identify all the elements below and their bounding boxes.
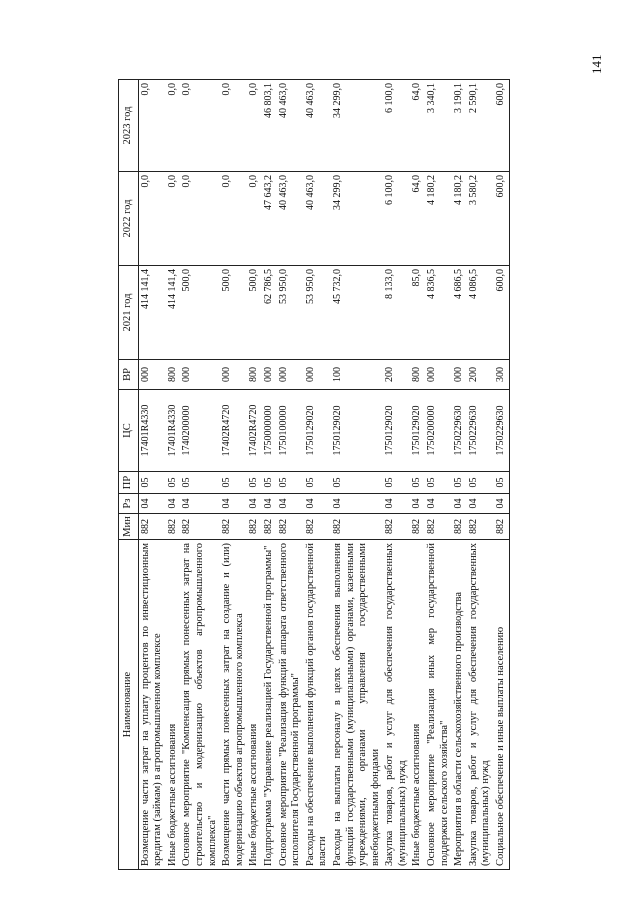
row-min: 882 — [247, 514, 262, 540]
row-name: Мероприятия в области сельскохозяйственного производства — [452, 540, 467, 870]
row-vr: 000 — [138, 360, 166, 390]
row-vr: 800 — [247, 360, 262, 390]
row-pr: 05 — [138, 472, 166, 494]
row-pr: 05 — [383, 472, 410, 494]
row-name: Социальное обеспечение и иные выплаты населению — [494, 540, 509, 870]
row-value-2021: 53 950,0 — [304, 266, 331, 360]
row-pr: 05 — [331, 472, 383, 494]
row-value-2022: 3 580,2 — [467, 172, 494, 266]
table-row — [410, 80, 425, 870]
row-cs: 1750129020 — [304, 390, 331, 472]
row-cs: 1750200000 — [425, 390, 452, 472]
table-row — [166, 80, 181, 870]
row-vr: 000 — [452, 360, 467, 390]
row-value-2022: 0,0 — [138, 172, 166, 266]
row-min: 882 — [452, 514, 467, 540]
row-vr: 000 — [262, 360, 277, 390]
row-value-2023: 600,0 — [494, 80, 509, 172]
row-min: 882 — [304, 514, 331, 540]
row-cs: 1750229630 — [452, 390, 467, 472]
table-row — [247, 80, 262, 870]
row-pr: 05 — [452, 472, 467, 494]
row-value-2021: 8 133,0 — [383, 266, 410, 360]
row-name: Возмещение части прямых понесенных затрат на создание и (или) модернизацию объектов агропромышленного комплекса — [220, 540, 247, 870]
row-min: 882 — [220, 514, 247, 540]
table-row — [180, 80, 220, 870]
row-name: Расходы на обеспечение выполнения функций органов государственной власти — [304, 540, 331, 870]
row-value-2021: 500,0 — [180, 266, 220, 360]
row-cs: 1750129020 — [383, 390, 410, 472]
row-vr: 000 — [425, 360, 452, 390]
row-value-2022: 47 643,2 — [262, 172, 277, 266]
row-vr: 300 — [494, 360, 509, 390]
table-header-row — [119, 80, 139, 870]
row-name: Возмещение части затрат на уплату процентов по инвестиционным кредитам (займам) в агропромышленном комплексе — [138, 540, 166, 870]
row-value-2023: 46 803,1 — [262, 80, 277, 172]
header-pr: ПР — [119, 472, 139, 494]
row-value-2023: 0,0 — [220, 80, 247, 172]
row-value-2022: 0,0 — [247, 172, 262, 266]
row-value-2021: 500,0 — [247, 266, 262, 360]
header-min: Мин — [119, 514, 139, 540]
row-vr: 000 — [277, 360, 304, 390]
row-min: 882 — [277, 514, 304, 540]
row-value-2021: 414 141,4 — [166, 266, 181, 360]
row-value-2023: 3 340,1 — [425, 80, 452, 172]
table-row — [383, 80, 410, 870]
row-rz: 04 — [304, 494, 331, 514]
row-rz: 04 — [410, 494, 425, 514]
row-min: 882 — [180, 514, 220, 540]
row-rz: 04 — [467, 494, 494, 514]
table-row — [425, 80, 452, 870]
row-value-2023: 34 299,0 — [331, 80, 383, 172]
row-pr: 05 — [262, 472, 277, 494]
row-pr: 05 — [277, 472, 304, 494]
row-rz: 04 — [180, 494, 220, 514]
row-pr: 05 — [247, 472, 262, 494]
row-vr: 200 — [383, 360, 410, 390]
table-row — [467, 80, 494, 870]
row-name: Закупка товаров, работ и услуг для обеспечения государственных (муниципальных) нужд — [383, 540, 410, 870]
row-name: Основное мероприятие "Реализация иных мер государственной поддержки сельского хозяйства" — [425, 540, 452, 870]
row-min: 882 — [262, 514, 277, 540]
row-value-2021: 414 141,4 — [138, 266, 166, 360]
row-value-2022: 40 463,0 — [277, 172, 304, 266]
row-pr: 05 — [304, 472, 331, 494]
row-cs: 1750229630 — [494, 390, 509, 472]
row-pr: 05 — [410, 472, 425, 494]
table-body — [138, 80, 509, 870]
row-cs: 1740200000 — [180, 390, 220, 472]
row-value-2021: 85,0 — [410, 266, 425, 360]
row-value-2022: 0,0 — [166, 172, 181, 266]
row-rz: 04 — [331, 494, 383, 514]
row-vr: 800 — [166, 360, 181, 390]
row-vr: 100 — [331, 360, 383, 390]
row-value-2021: 500,0 — [220, 266, 247, 360]
table-row — [220, 80, 247, 870]
budget-table-container — [118, 80, 507, 870]
row-vr: 200 — [467, 360, 494, 390]
row-pr: 05 — [494, 472, 509, 494]
row-pr: 05 — [220, 472, 247, 494]
row-rz: 04 — [383, 494, 410, 514]
row-value-2023: 40 463,0 — [277, 80, 304, 172]
budget-table — [118, 79, 510, 870]
row-rz: 04 — [220, 494, 247, 514]
row-cs: 1750129020 — [331, 390, 383, 472]
row-cs: 1750229630 — [467, 390, 494, 472]
header-rz: Рз — [119, 494, 139, 514]
table-row — [277, 80, 304, 870]
row-value-2022: 0,0 — [220, 172, 247, 266]
row-value-2023: 0,0 — [247, 80, 262, 172]
row-vr: 000 — [220, 360, 247, 390]
header-2023: 2023 год — [119, 80, 139, 172]
row-pr: 05 — [425, 472, 452, 494]
row-value-2021: 53 950,0 — [277, 266, 304, 360]
row-value-2022: 64,0 — [410, 172, 425, 266]
row-value-2022: 0,0 — [180, 172, 220, 266]
header-2021: 2021 год — [119, 266, 139, 360]
row-pr: 05 — [180, 472, 220, 494]
row-value-2021: 62 786,5 — [262, 266, 277, 360]
row-name: Закупка товаров, работ и услуг для обеспечения государственных (муниципальных) нужд — [467, 540, 494, 870]
row-cs: 1750129020 — [410, 390, 425, 472]
row-rz: 04 — [166, 494, 181, 514]
row-value-2021: 4 836,5 — [425, 266, 452, 360]
row-value-2022: 6 100,0 — [383, 172, 410, 266]
row-value-2021: 45 732,0 — [331, 266, 383, 360]
row-value-2023: 6 100,0 — [383, 80, 410, 172]
row-value-2023: 3 190,1 — [452, 80, 467, 172]
row-rz: 04 — [425, 494, 452, 514]
row-cs: 17402R4720 — [220, 390, 247, 472]
row-value-2021: 600,0 — [494, 266, 509, 360]
row-value-2022: 40 463,0 — [304, 172, 331, 266]
row-cs: 17402R4720 — [247, 390, 262, 472]
row-name: Основное мероприятие "Реализация функций аппарата ответственного исполнителя Государственной программы" — [277, 540, 304, 870]
table-row — [138, 80, 166, 870]
row-name: Подпрограмма "Управление реализацией Государственной программы" — [262, 540, 277, 870]
row-min: 882 — [138, 514, 166, 540]
row-pr: 05 — [166, 472, 181, 494]
row-name: Основное мероприятие "Компенсация прямых понесенных затрат на строительство и модернизацию объектов агропромышленного комплекса" — [180, 540, 220, 870]
row-vr: 800 — [410, 360, 425, 390]
row-pr: 05 — [467, 472, 494, 494]
row-cs: 17401R4330 — [166, 390, 181, 472]
row-name: Иные бюджетные ассигнования — [247, 540, 262, 870]
row-rz: 04 — [138, 494, 166, 514]
header-2022: 2022 год — [119, 172, 139, 266]
row-name: Иные бюджетные ассигнования — [410, 540, 425, 870]
row-rz: 04 — [494, 494, 509, 514]
row-cs: 1750000000 — [262, 390, 277, 472]
header-vr: ВР — [119, 360, 139, 390]
row-cs: 17401R4330 — [138, 390, 166, 472]
row-value-2022: 34 299,0 — [331, 172, 383, 266]
page-number: 141 — [589, 54, 604, 74]
table-row — [452, 80, 467, 870]
row-rz: 04 — [247, 494, 262, 514]
header-cs: ЦС — [119, 390, 139, 472]
row-value-2021: 4 086,5 — [467, 266, 494, 360]
row-value-2023: 2 590,1 — [467, 80, 494, 172]
table-row — [331, 80, 383, 870]
row-min: 882 — [383, 514, 410, 540]
row-value-2023: 0,0 — [166, 80, 181, 172]
row-rz: 04 — [452, 494, 467, 514]
row-value-2023: 64,0 — [410, 80, 425, 172]
row-value-2021: 4 686,5 — [452, 266, 467, 360]
table-row — [262, 80, 277, 870]
row-value-2023: 40 463,0 — [304, 80, 331, 172]
row-min: 882 — [494, 514, 509, 540]
row-value-2023: 0,0 — [180, 80, 220, 172]
table-row — [494, 80, 509, 870]
row-value-2023: 0,0 — [138, 80, 166, 172]
row-rz: 04 — [277, 494, 304, 514]
row-value-2022: 600,0 — [494, 172, 509, 266]
row-min: 882 — [425, 514, 452, 540]
row-cs: 1750100000 — [277, 390, 304, 472]
header-name: Наименование — [119, 540, 139, 870]
row-min: 882 — [467, 514, 494, 540]
row-min: 882 — [331, 514, 383, 540]
row-vr: 000 — [180, 360, 220, 390]
row-vr: 000 — [304, 360, 331, 390]
table-row — [304, 80, 331, 870]
row-name: Иные бюджетные ассигнования — [166, 540, 181, 870]
row-name: Расходы на выплаты персоналу в целях обеспечения выполнения функций государственными (муниципальными) органами, казенными учреждениями, органами управления государственными внебюджетными фондами — [331, 540, 383, 870]
row-rz: 04 — [262, 494, 277, 514]
row-value-2022: 4 180,2 — [425, 172, 452, 266]
row-min: 882 — [166, 514, 181, 540]
row-value-2022: 4 180,2 — [452, 172, 467, 266]
row-min: 882 — [410, 514, 425, 540]
